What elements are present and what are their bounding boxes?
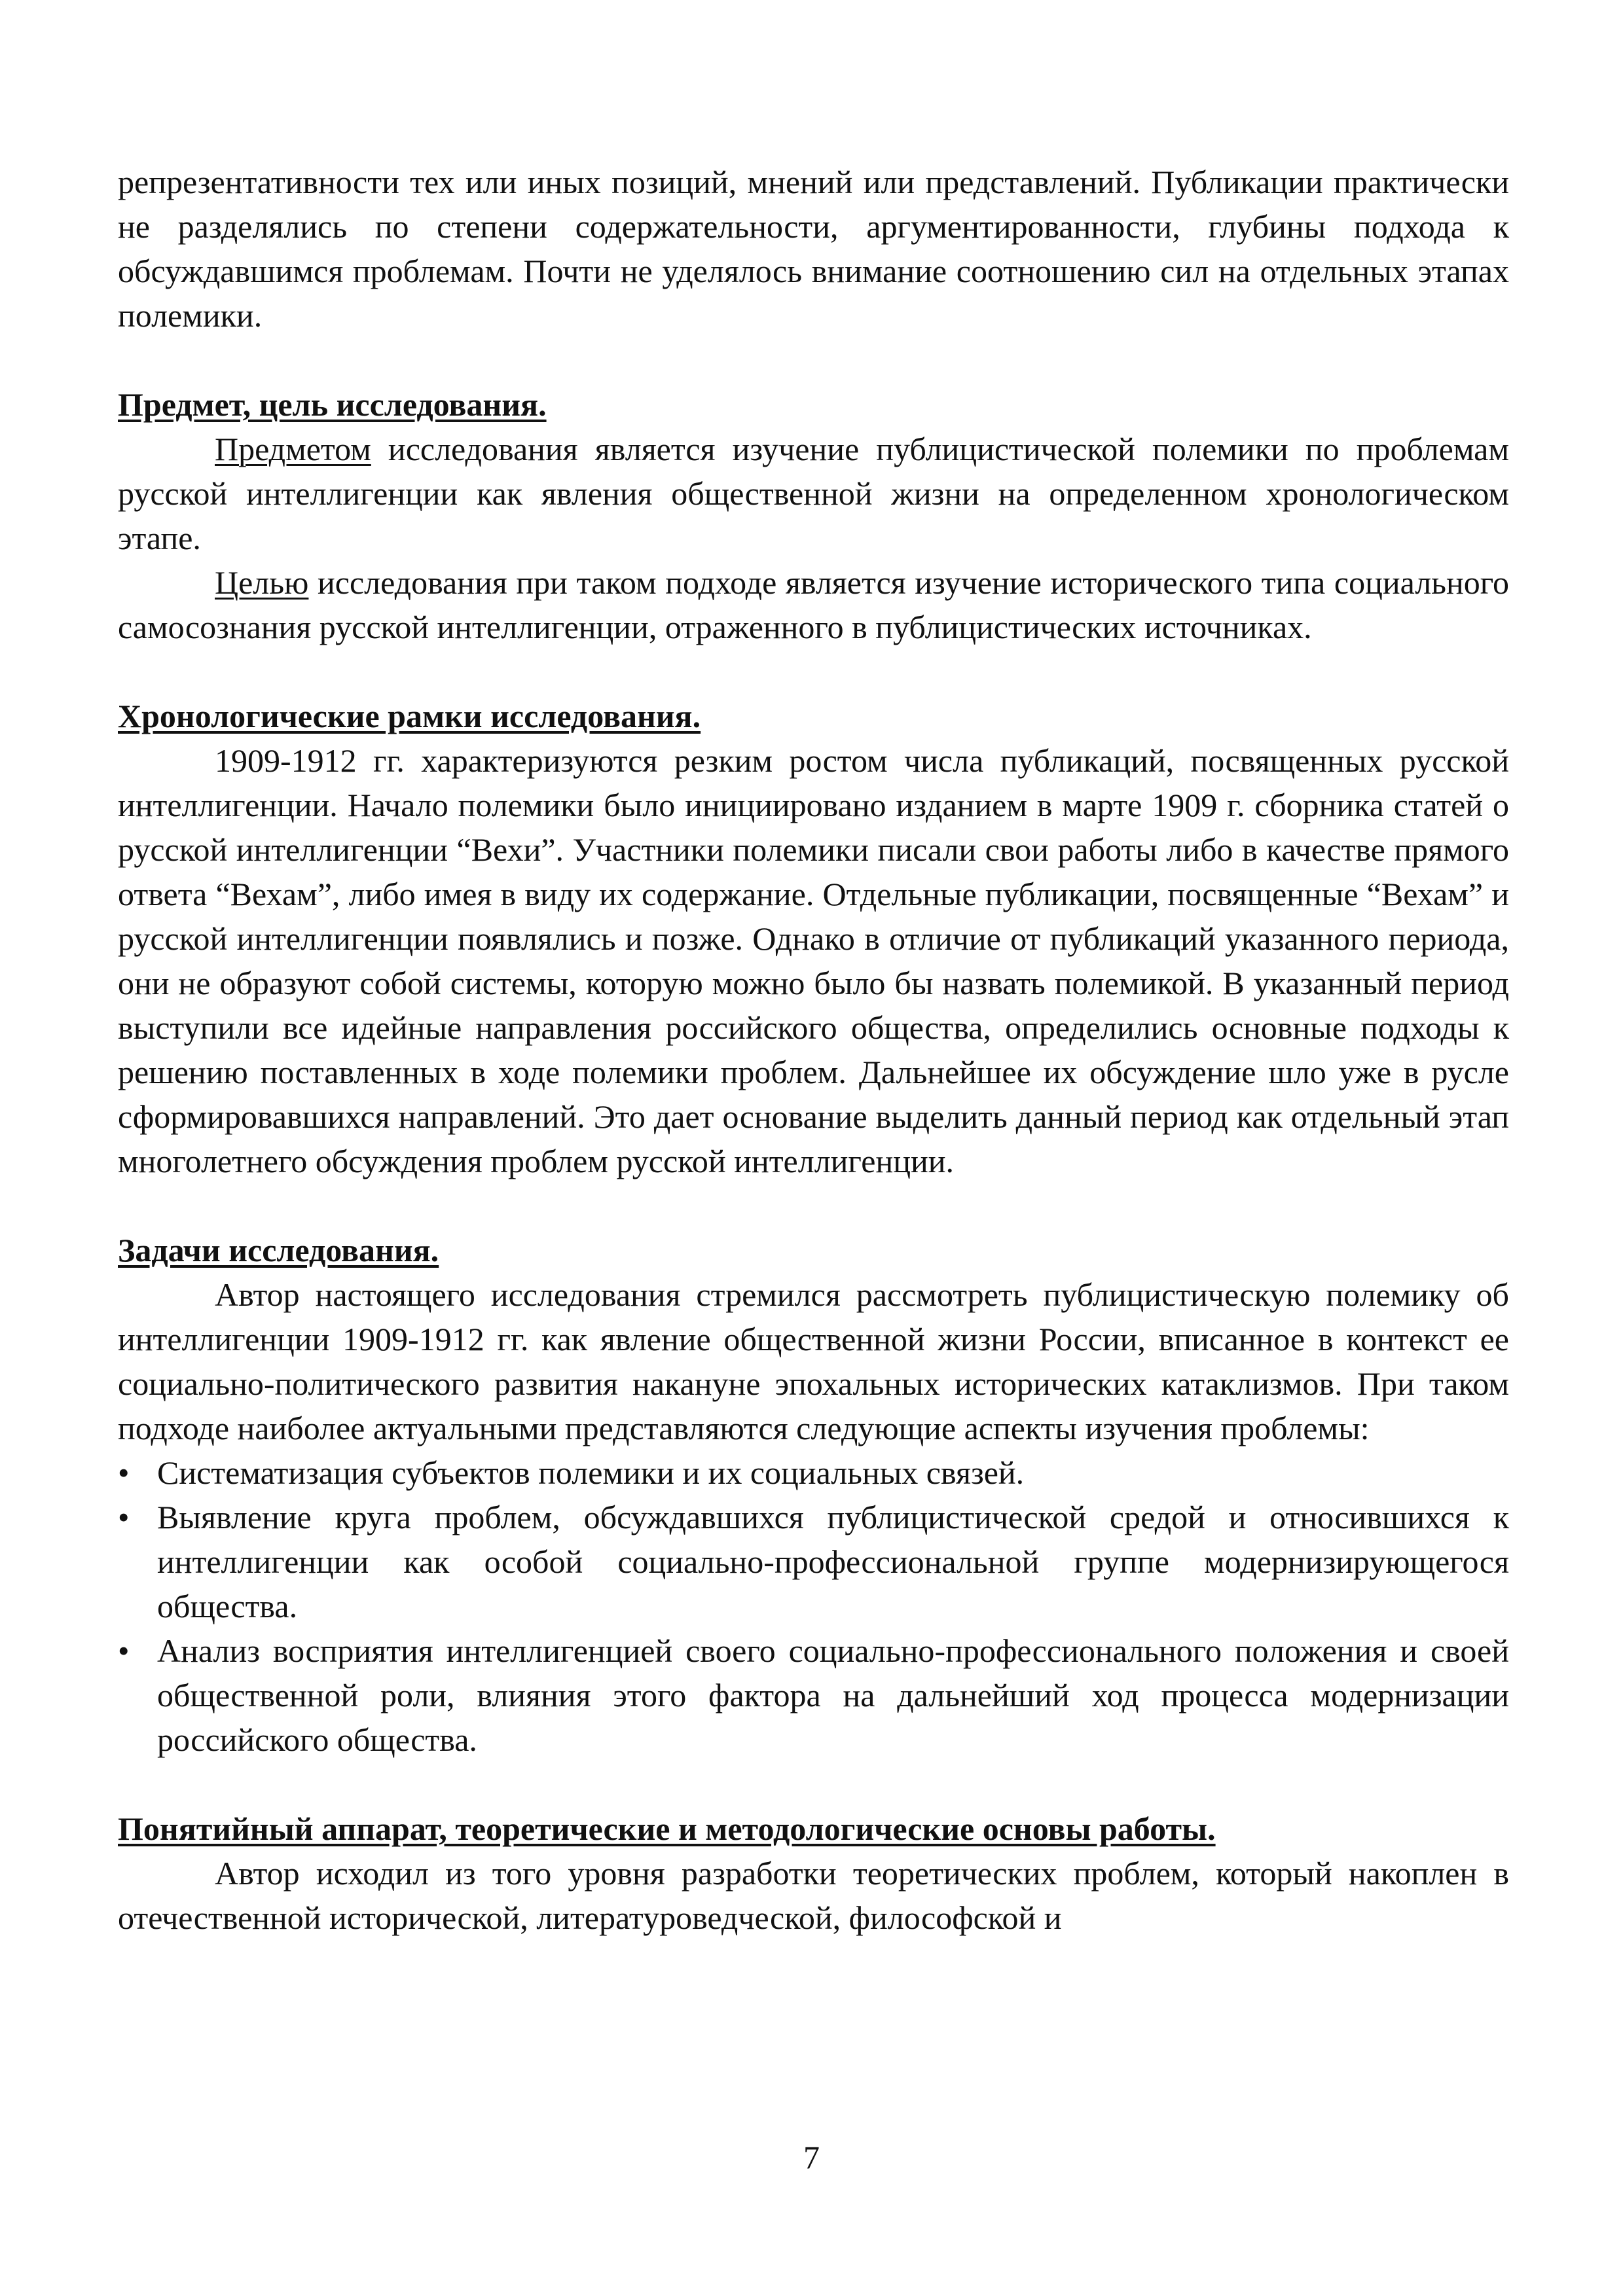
list-item-text: Систематизация субъектов полемики и их социальных связей.: [157, 1454, 1025, 1491]
document-page: [118, 160, 1509, 1940]
subject-heading: Предмет, цель исследования.: [118, 386, 547, 423]
list-item: [118, 1495, 1509, 1628]
subject-term: Предметом: [215, 431, 371, 467]
intro-paragraph: репрезентативности тех или иных позиций, мнений или представлений. Публикации практически не разделялись по степени содержательности, аргументированности, глубины подхода к обсуждавшимся проблемам. Почти не уделялось внимание соотношению сил на отдельных этапах полемики.: [118, 164, 1509, 334]
subject-text: исследования является изучение публицистической полемики по проблемам русской интеллигенции как явления общественной жизни на определенном хронологическом этапе.: [118, 431, 1509, 556]
goal-paragraph: [118, 560, 1509, 649]
goal-term: Целью: [215, 564, 309, 601]
bullet-icon: •: [118, 1454, 130, 1491]
goal-text: исследования при таком подходе является изучение исторического типа социального самосознания русской интеллигенции, отраженного в публицистических источниках.: [118, 564, 1509, 645]
list-item: [118, 1450, 1509, 1495]
list-item: [118, 1628, 1509, 1762]
tasks-paragraph: Автор настоящего исследования стремился рассмотреть публицистическую полемику об интеллигенции 1909-1912 гг. как явление общественной жизни России, вписанное в контекст ее социально-политического развития накануне эпохальных исторических катаклизмов. При таком подходе наиболее актуальными представляются следующие аспекты изучения проблемы:: [118, 1276, 1509, 1446]
tasks-list: [118, 1450, 1509, 1762]
theory-heading: Понятийный аппарат, теоретические и методологические основы работы.: [118, 1810, 1216, 1847]
list-item-text: Выявление круга проблем, обсуждавшихся публицистической средой и относившихся к интеллигенции как особой социально-профессиональной группе модернизирующегося общества.: [157, 1499, 1509, 1624]
chronology-heading: Хронологические рамки исследования.: [118, 698, 701, 734]
bullet-icon: •: [118, 1499, 130, 1535]
tasks-heading: Задачи исследования.: [118, 1232, 439, 1268]
theory-paragraph: Автор исходил из того уровня разработки теоретических проблем, который накоплен в отечественной исторической, литературоведческой, философской и: [118, 1855, 1509, 1936]
bullet-icon: •: [118, 1632, 130, 1669]
list-item-text: Анализ восприятия интеллигенцией своего социально-профессионального положения и своей общественной роли, влияния этого фактора на дальнейший ход процесса модернизации российского общества.: [157, 1632, 1509, 1758]
page-number: 7: [803, 2139, 820, 2176]
chronology-paragraph: 1909-1912 гг. характеризуются резким ростом числа публикаций, посвященных русской интеллигенции. Начало полемики было инициировано изданием в марте 1909 г. сборника статей о русской интеллигенции “Вехи”. Участники полемики писали свои работы либо в качестве прямого ответа “Вехам”, либо имея в виду их содержание. Отдельные публикации, посвященные “Вехам” и русской интеллигенции появлялись и позже. Однако в отличие от публикаций указанного периода, они не образуют собой системы, которую можно было бы назвать полемикой. В указанный период выступили все идейные направления российского общества, определились основные подходы к решению поставленных в ходе полемики проблем. Дальнейшее их обсуждение шло уже в русле сформировавшихся направлений. Это дает основание выделить данный период как отдельный этап многолетнего обсуждения проблем русской интеллигенции.: [118, 742, 1509, 1179]
subject-paragraph: [118, 427, 1509, 560]
